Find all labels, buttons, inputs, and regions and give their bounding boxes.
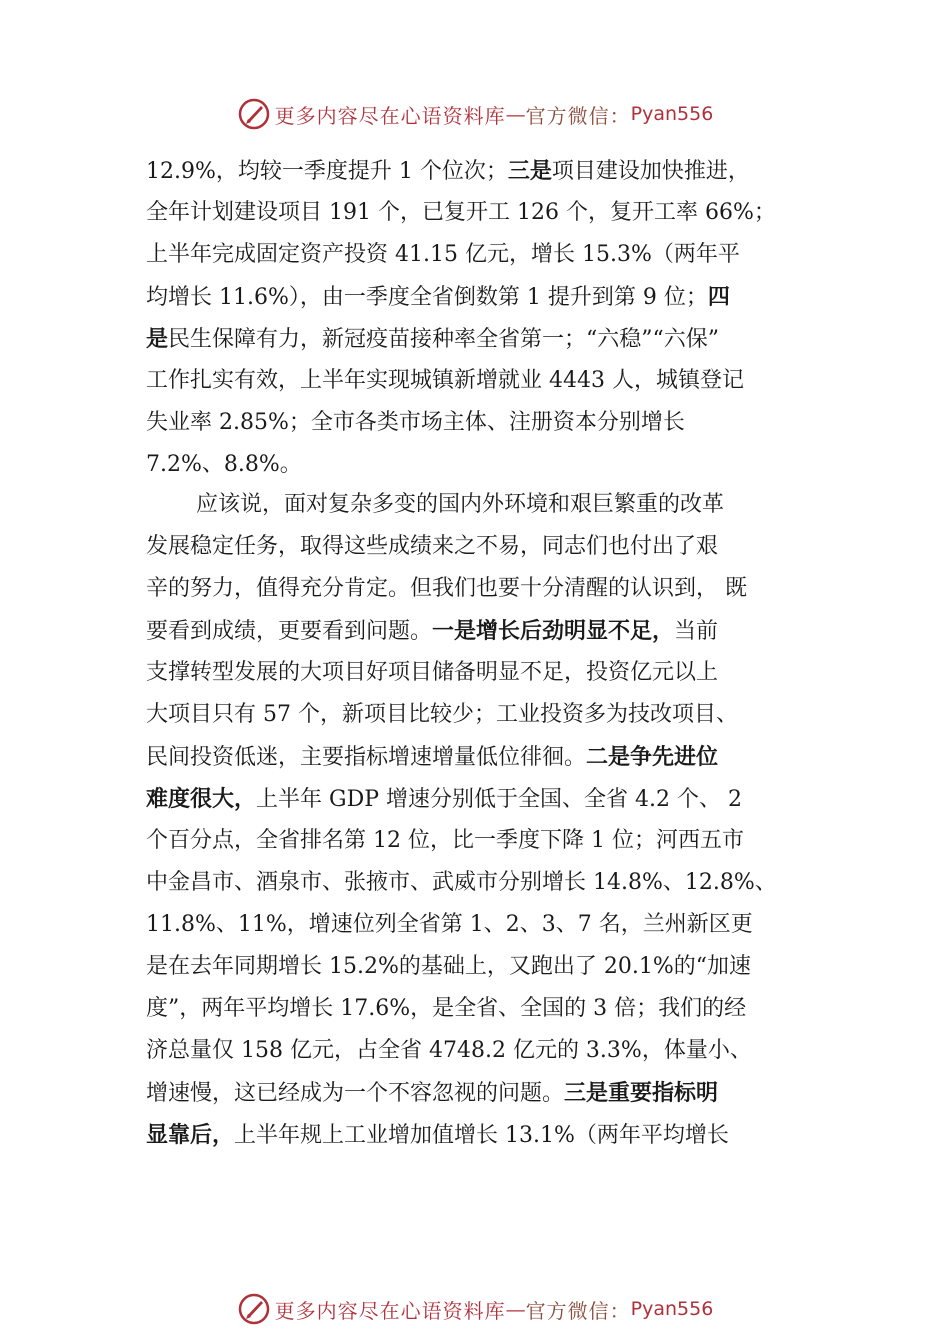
text-run: 济总量仅 158 亿元，占全省 4748.2 亿元的 3.3%，体量小、 bbox=[146, 1038, 752, 1063]
text-run: 民间投资低迷，主要指标增速增量低位徘徊。 bbox=[146, 745, 587, 770]
text-line bbox=[146, 529, 718, 565]
text-run: 上半年 GDP 增速分别低于全国、全省 4.2 个、 2 bbox=[256, 787, 742, 812]
text-run: 均增长 11.6%），由一季度全省倒数第 1 提升到第 9 位； bbox=[146, 285, 708, 310]
text-run: 11.8%、11%，增速位列全省第 1、2、3、7 名，兰州新区更 bbox=[146, 912, 753, 937]
text-run: 民生保障有力，新冠疫苗接种率全省第一；“六稳”“六保” bbox=[168, 327, 720, 352]
text-run: 度”，两年平均增长 17.6%，是全省、全国的 3 倍；我们的经 bbox=[146, 996, 747, 1021]
text-line bbox=[146, 949, 751, 985]
text-run: 失业率 2.85%；全市各类市场主体、注册资本分别增长 bbox=[146, 410, 685, 435]
brand-logo-icon bbox=[237, 1292, 271, 1326]
bold-run: 显靠后， bbox=[146, 1122, 235, 1148]
header-watermark-banner bbox=[0, 94, 950, 134]
bold-run: 难度很大， bbox=[146, 786, 257, 812]
text-line bbox=[146, 405, 685, 441]
footer-watermark-banner bbox=[0, 1289, 950, 1329]
bold-run: 一是增长后劲明显不足， bbox=[432, 618, 675, 644]
text-line bbox=[146, 739, 718, 775]
text-line bbox=[146, 655, 718, 691]
banner-dash: — bbox=[505, 1297, 526, 1321]
text-run: 应该说，面对复杂多变的国内外环境和艰巨繁重的改革 bbox=[196, 492, 725, 517]
text-line bbox=[146, 153, 750, 189]
banner-wechat-label: 官方微信 bbox=[525, 1298, 610, 1323]
banner-site-name: 更多内容尽在心语资料库 bbox=[274, 103, 506, 128]
text-run: 要看到成绩，更要看到问题。 bbox=[146, 619, 433, 644]
text-line bbox=[146, 195, 776, 231]
text-line bbox=[146, 237, 740, 273]
text-run: 12.9%，均较一季度提升 1 个位次； bbox=[146, 159, 508, 184]
text-run: 全年计划建设项目 191 个，已复开工 126 个，复开工率 66%； bbox=[146, 200, 776, 225]
banner-wechat-label: 官方微信 bbox=[525, 103, 610, 128]
text-line bbox=[146, 991, 746, 1027]
bold-run: 三是 bbox=[507, 158, 552, 184]
text-line bbox=[146, 447, 302, 483]
text-line bbox=[146, 1117, 729, 1153]
text-run: 7.2%、8.8%。 bbox=[146, 452, 302, 477]
text-line bbox=[146, 865, 777, 901]
banner-wechat-account: Pyan556 bbox=[630, 103, 714, 125]
text-run: 个百分点，全省排名第 12 位，比一季度下降 1 位；河西五市 bbox=[146, 828, 744, 853]
text-line bbox=[196, 487, 724, 523]
banner-colon: ： bbox=[609, 103, 631, 128]
text-line bbox=[146, 321, 719, 357]
bold-run: 二是争先进位 bbox=[586, 744, 719, 770]
text-run: 是在去年同期增长 15.2%的基础上，又跑出了 20.1%的“加速 bbox=[146, 954, 752, 979]
text-line bbox=[146, 697, 738, 733]
text-run: 上半年规上工业增加值增长 13.1%（两年平均增长 bbox=[234, 1123, 729, 1148]
text-line bbox=[146, 781, 742, 817]
text-run: 大项目只有 57 个，新项目比较少；工业投资多为技改项目、 bbox=[146, 702, 738, 727]
banner-site-name: 更多内容尽在心语资料库 bbox=[274, 1298, 506, 1323]
banner-dash: — bbox=[505, 102, 526, 126]
text-line bbox=[146, 1033, 752, 1069]
text-run: 当前 bbox=[674, 619, 719, 644]
banner-colon: ： bbox=[609, 1298, 631, 1323]
text-line bbox=[146, 571, 747, 607]
text-run: 辛的努力，值得充分肯定。但我们也要十分清醒的认识到， 既 bbox=[146, 576, 747, 601]
text-line bbox=[146, 279, 730, 315]
text-run: 发展稳定任务，取得这些成绩来之不易，同志们也付出了艰 bbox=[146, 534, 719, 559]
bold-run: 四 bbox=[707, 284, 730, 310]
text-line bbox=[146, 823, 744, 859]
text-run: 上半年完成固定资产投资 41.15 亿元，增长 15.3%（两年平 bbox=[146, 242, 740, 267]
text-run: 中金昌市、酒泉市、张掖市、武威市分别增长 14.8%、12.8%、 bbox=[146, 870, 777, 895]
text-line bbox=[146, 363, 744, 399]
brand-logo-icon bbox=[237, 97, 271, 131]
text-line bbox=[146, 1075, 718, 1111]
text-run: 增速慢，这已经成为一个不容忽视的问题。 bbox=[146, 1081, 565, 1106]
text-run: 项目建设加快推进， bbox=[551, 159, 750, 184]
text-line bbox=[146, 613, 718, 649]
bold-run: 是 bbox=[146, 326, 169, 352]
text-run: 工作扎实有效，上半年实现城镇新增就业 4443 人，城镇登记 bbox=[146, 368, 744, 393]
bold-run: 三是重要指标明 bbox=[564, 1080, 719, 1106]
text-run: 支撑转型发展的大项目好项目储备明显不足，投资亿元以上 bbox=[146, 660, 719, 685]
text-line bbox=[146, 907, 753, 943]
banner-wechat-account: Pyan556 bbox=[630, 1298, 714, 1320]
